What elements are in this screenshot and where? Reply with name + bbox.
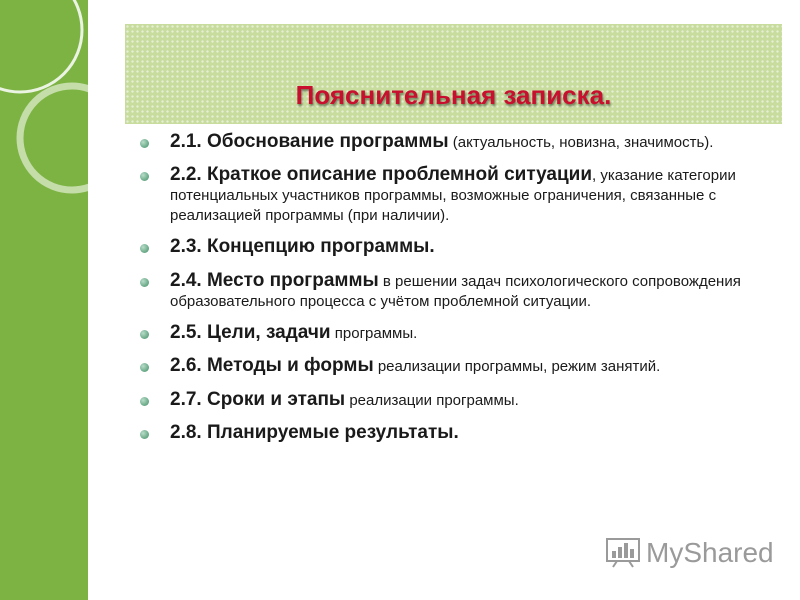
bullet-icon [140, 244, 149, 253]
bullet-icon [140, 363, 149, 372]
list-item [140, 354, 770, 377]
list-item [140, 321, 770, 344]
chart-logo-icon [606, 538, 640, 568]
watermark-text: MyShared [646, 537, 774, 568]
title-banner [125, 24, 782, 124]
item-text: реализации программы, режим занятий. [373, 358, 661, 376]
item-heading: 2.2. Краткое описание проблемной ситуации [170, 164, 593, 186]
bullet-icon [140, 330, 149, 339]
list-item [140, 235, 770, 258]
item-text: реализации программы. [345, 391, 519, 409]
watermark [606, 537, 774, 569]
list-item [140, 421, 770, 444]
list-item [140, 130, 770, 153]
item-heading: 2.1. Обоснование программы [170, 131, 449, 152]
list-item [140, 388, 770, 411]
bullet-icon [140, 397, 149, 406]
item-heading: 2.4. Место программы [170, 269, 379, 291]
list-item [140, 269, 770, 312]
left-decorative-band [0, 0, 88, 600]
bullet-icon [140, 172, 149, 181]
content-list [140, 130, 770, 454]
item-text: , указание категории потенциальных участников программы, возможные ограничения, связанные с реализацией программы (при наличии). [170, 167, 736, 224]
bullet-icon [140, 430, 149, 439]
item-text: (актуальность, новизна, значимость). [448, 134, 714, 151]
list-item [140, 163, 770, 225]
item-heading: 2.6. Методы и формы [170, 355, 374, 377]
circle-decoration-icon [0, 0, 88, 600]
slide-title: Пояснительная записка. [295, 80, 612, 110]
item-heading: 2.3. Концепцию программы. [170, 236, 435, 258]
item-text: программы. [330, 325, 418, 343]
bullet-icon [140, 139, 149, 148]
item-heading: 2.5. Цели, задачи [170, 322, 331, 344]
item-text: в решении задач психологического сопровождения образовательного процесса с учётом проблемной ситуации. [170, 272, 741, 310]
item-heading: 2.8. Планируемые результаты. [170, 421, 459, 443]
item-heading: 2.7. Сроки и этапы [170, 388, 346, 410]
bullet-icon [140, 278, 149, 287]
